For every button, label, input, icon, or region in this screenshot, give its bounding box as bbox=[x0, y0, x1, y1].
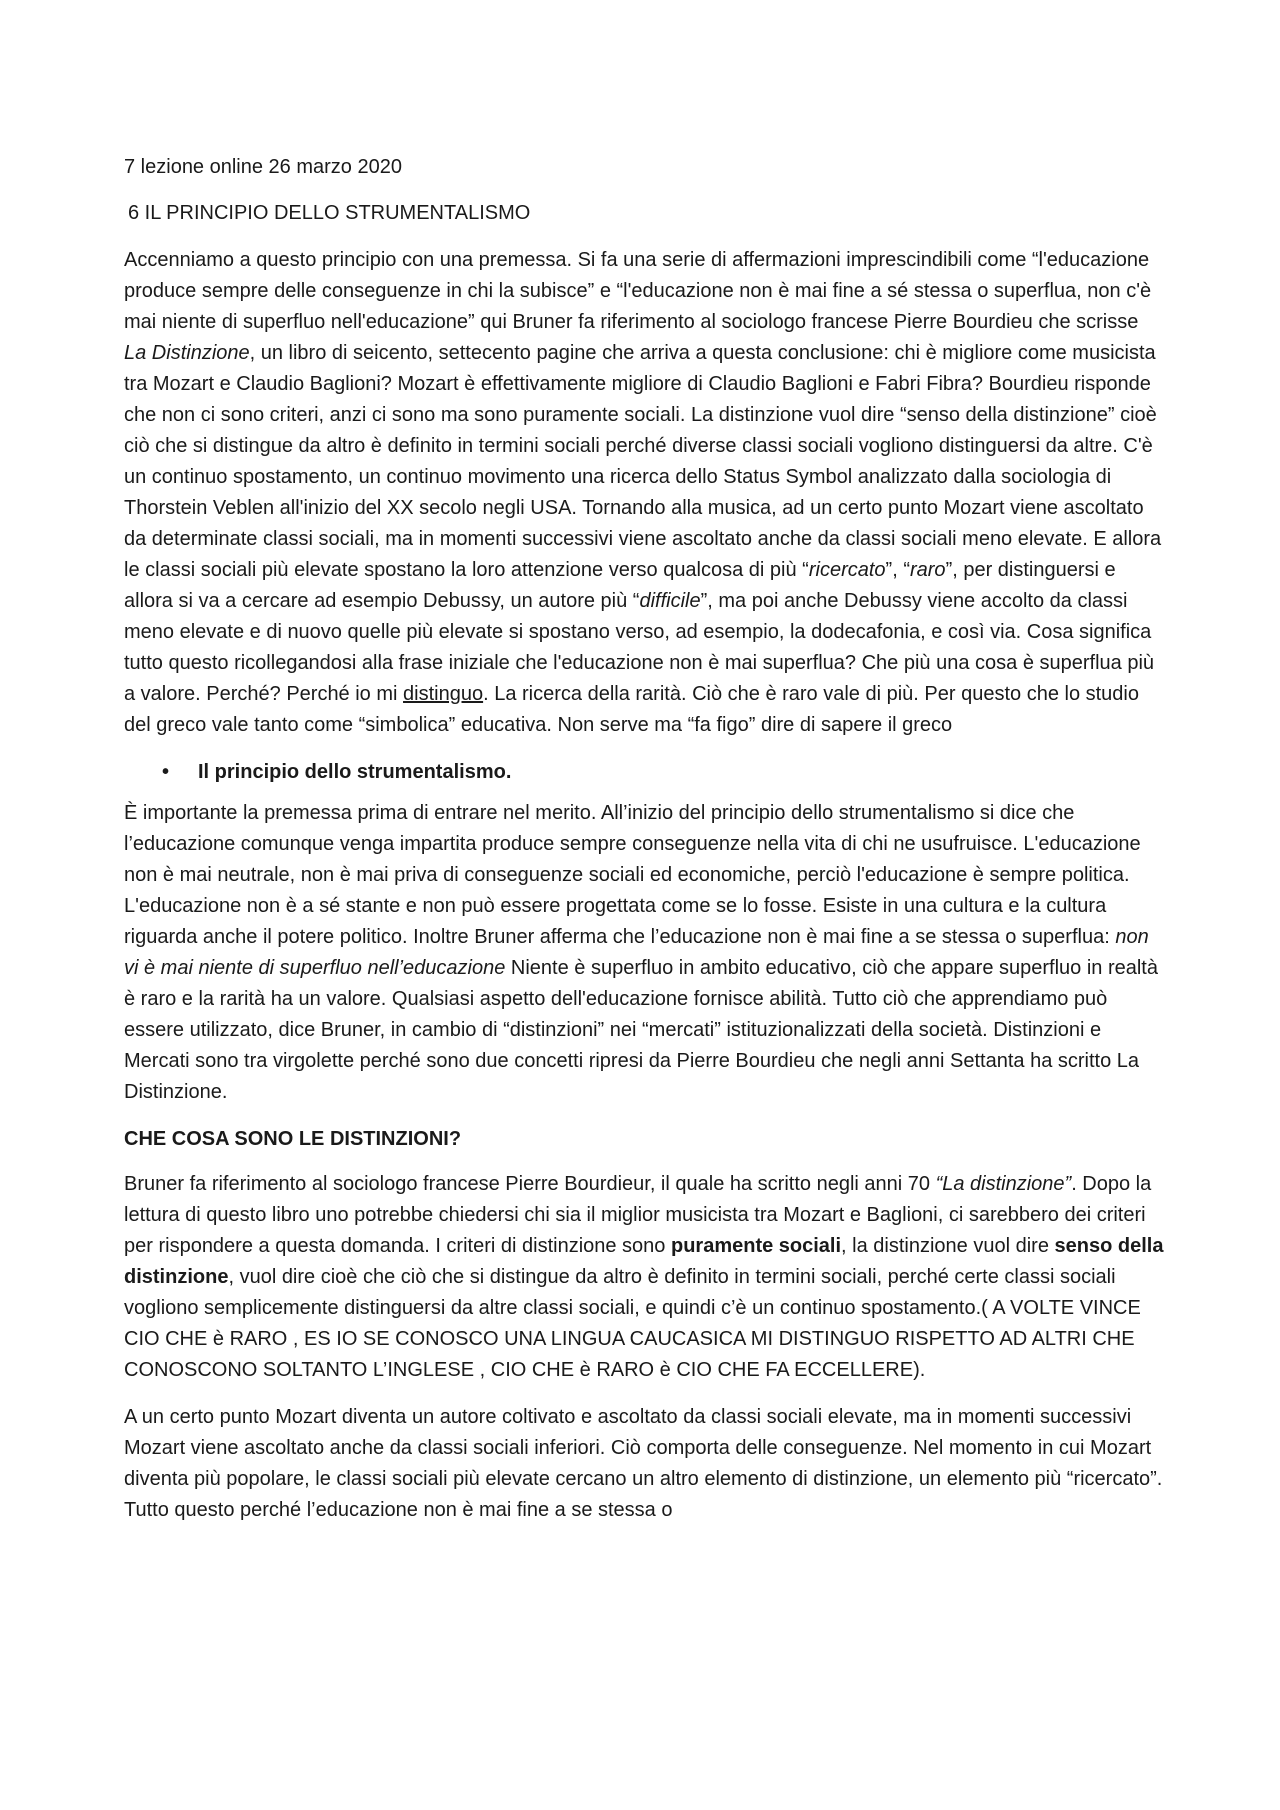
text-run: È importante la premessa prima di entrare nel merito. All’inizio del principio dello strumentalismo si dice che l’educazione comunque venga impartita produce sempre conseguenze nella vita di chi ne usufruisce. L'educazione non è mai neutrale, non è mai priva di conseguenze sociali ed economiche, perciò l'educazione è sempre politica. L'educazione non è a sé stante e non può essere progettata come se lo fosse. Esiste in una cultura e la cultura riguarda anche il potere politico. Inoltre Bruner afferma che l’educazione non è mai fine a se stessa o superflua: bbox=[124, 802, 1141, 948]
text-run: ”, “ bbox=[885, 559, 910, 581]
date-line: 7 lezione online 26 marzo 2020 bbox=[124, 156, 402, 178]
paragraph-mozart: A un certo punto Mozart diventa un autore coltivato e ascoltato da classi sociali elevate, ma in momenti successivi Mozart viene ascoltato anche da classi sociali inferiori. Ciò comporta delle conseguenze. Nel momento in cui Mozart diventa più popolare, le classi sociali più elevate cercano un altro elemento di distinzione, un elemento più “ricercato”. Tutto questo perché l’educazione non è mai fine a se stessa o bbox=[124, 1406, 1163, 1521]
text-run: . Dopo la lettura di questo libro uno potrebbe chiedersi chi sia il miglior musicista tra Mozart e Baglioni, ci sarebbero dei criteri per rispondere a questa domanda. I criteri di distinzione sono bbox=[124, 1173, 1152, 1257]
bullet-item bbox=[162, 757, 1164, 788]
paragraph-distinzioni bbox=[124, 1169, 1164, 1386]
text-run: ”, ma poi anche Debussy viene accolto da classi meno elevate e di nuovo quelle più elevate si spostano verso, ad esempio, la dodecafonia, e così via. Cosa significa tutto questo ricollegandosi alla frase iniziale che l'educazione non è mai superflua? Che più una cosa è superflua più a valore. Perché? Perché io mi bbox=[124, 590, 1155, 705]
section-title: 6 IL PRINCIPIO DELLO STRUMENTALISMO bbox=[128, 202, 531, 224]
bullet-icon: • bbox=[162, 761, 170, 783]
italic-word: difficile bbox=[639, 590, 701, 612]
book-title: “La distinzione” bbox=[935, 1173, 1072, 1195]
text-run: Accenniamo a questo principio con una premessa. Si fa una serie di affermazioni imprescindibili come “l'educazione produce sempre delle conseguenze in chi la subisce” e “l'educazione non è mai fine a sé stessa o superflua, non c'è mai niente di superfluo nell'educazione” qui Bruner fa riferimento al sociologo francese Pierre Bourdieu che scrisse bbox=[124, 249, 1152, 333]
italic-quote: non vi è mai niente di superfluo nell’educazione bbox=[124, 926, 1149, 979]
document-body bbox=[124, 152, 1164, 1542]
book-title: La Distinzione bbox=[124, 342, 250, 364]
text-run: , vuol dire cioè che ciò che si distingue da altro è definito in termini sociali, perché certe classi sociali vogliono semplicemente distinguersi da altre classi sociali, e quindi c’è un continuo spostamento.( A VOLTE VINCE CIO CHE è RARO , ES IO SE CONOSCO UNA LINGUA CAUCASICA MI DISTINGUO RISPETTO AD ALTRI CHE CONOSCONO SOLTANTO L’INGLESE , CIO CHE è RARO è CIO CHE FA ECCELLERE). bbox=[124, 1266, 1141, 1381]
paragraph-premessa bbox=[124, 245, 1164, 741]
text-run: . La ricerca della rarità. Ciò che è raro vale di più. Per questo che lo studio del greco vale tanto come “simbolica” educativa. Non serve ma “fa figo” dire di sapere il greco bbox=[124, 683, 1139, 736]
text-run: Niente è superfluo in ambito educativo, ciò che appare superfluo in realtà è raro e la rarità ha un valore. Qualsiasi aspetto dell'educazione fornisce abilità. Tutto ciò che apprendiamo può essere utilizzato, dice Bruner, in cambio di “distinzioni” nei “mercati” istituzionalizzati della società. Distinzioni e Mercati sono tra virgolette perché sono due concetti ripresi da Pierre Bourdieu che negli anni Settanta ha scritto La Distinzione. bbox=[124, 957, 1158, 1103]
italic-word: ricercato bbox=[808, 559, 886, 581]
bold-phrase: puramente sociali bbox=[670, 1235, 842, 1257]
text-run: , un libro di seicento, settecento pagine che arriva a questa conclusione: chi è migliore come musicista tra Mozart e Claudio Baglioni? Mozart è effettivamente migliore di Claudio Baglioni e Fabri Fibra? Bourdieu risponde che non ci sono criteri, anzi ci sono ma sono puramente sociali. La distinzione vuol dire “senso della distinzione” cioè ciò che si distingue da altro è definito in termini sociali perché diverse classi sociali vogliono distinguersi da altre. C'è un continuo spostamento, un continuo movimento una ricerca dello Status Symbol analizzato dalla sociologia di Thorstein Veblen all'inizio del XX secolo negli USA. Tornando alla musica, ad un certo punto Mozart viene ascoltato da determinate classi sociali, ma in momenti successivi viene ascoltato anche da classi sociali meno elevate. E allora le classi sociali più elevate spostano la loro attenzione verso qualcosa di più “ bbox=[124, 342, 1162, 581]
paragraph-strumentalismo bbox=[124, 798, 1164, 1108]
text-run: Bruner fa riferimento al sociologo francese Pierre Bourdieur, il quale ha scritto negli anni 70 bbox=[124, 1173, 936, 1195]
heading-distinzioni: CHE COSA SONO LE DISTINZIONI? bbox=[124, 1128, 462, 1150]
bullet-text: Il principio dello strumentalismo. bbox=[198, 761, 512, 783]
text-run: ”, per distinguersi e allora si va a cercare ad esempio Debussy, un autore più “ bbox=[124, 559, 1116, 612]
text-run: , la distinzione vuol dire bbox=[841, 1235, 1055, 1257]
italic-word: raro bbox=[909, 559, 946, 581]
bold-phrase: senso della distinzione bbox=[124, 1235, 1164, 1288]
underlined-word: distinguo bbox=[403, 683, 484, 705]
